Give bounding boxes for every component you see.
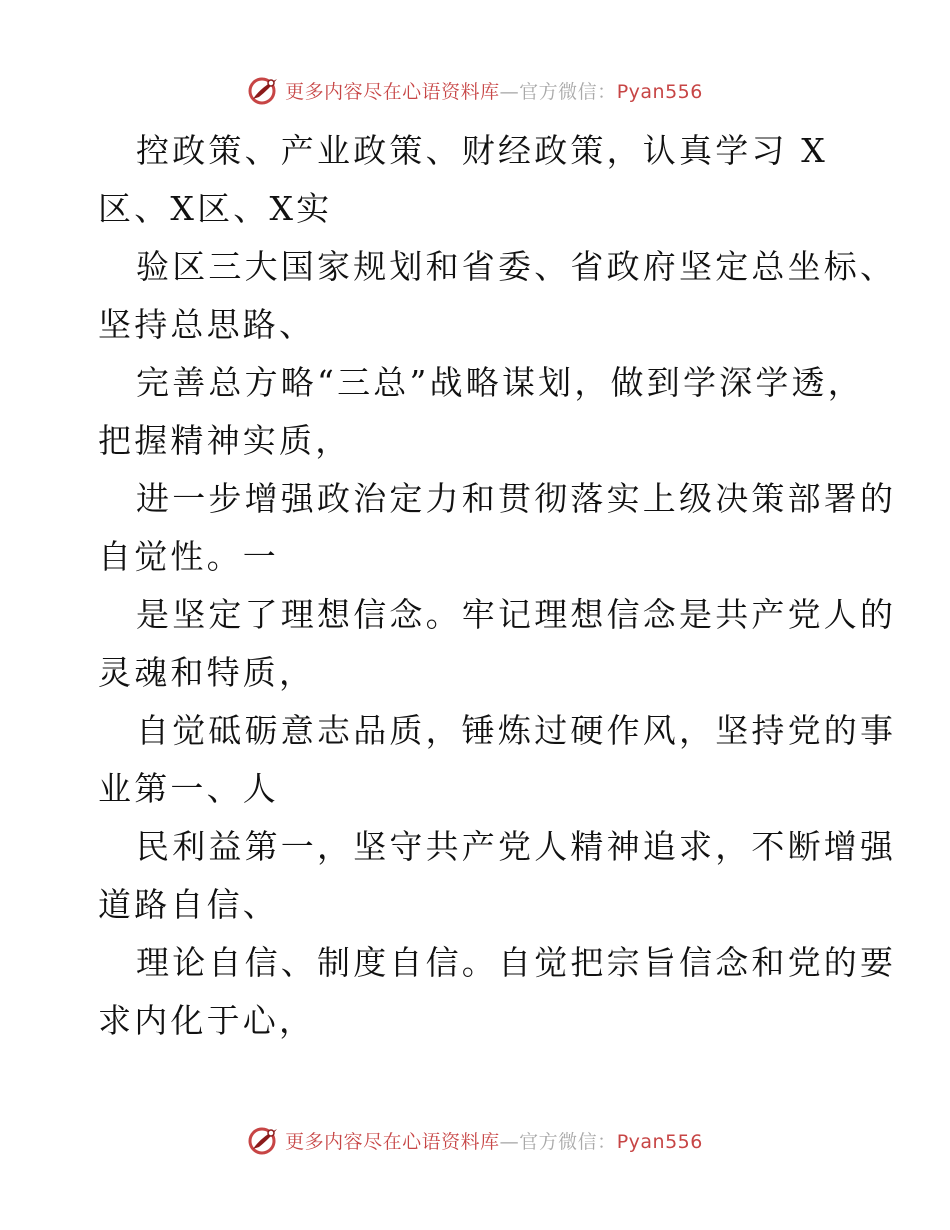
text-line: 求内化于心， — [98, 1001, 316, 1040]
text-line: 道路自信、 — [98, 885, 279, 924]
document-body — [98, 122, 897, 1050]
header-banner-sep: — — [499, 80, 520, 103]
text-line: 是坚定了理想信念。牢记理想信念是共产党人的 — [136, 595, 897, 634]
text-line: 坚持总思路、 — [98, 305, 316, 344]
text-line: 灵魂和特质， — [98, 653, 316, 692]
text-line: 区、X区、X实 — [98, 189, 333, 228]
text-line: 完善总方略“三总”战略谋划，做到学深学透， — [136, 363, 864, 402]
footer-banner — [0, 1120, 950, 1160]
text-line: 把握精神实质， — [98, 421, 352, 460]
header-banner-wechat: 官方微信： — [519, 80, 617, 103]
header-banner — [0, 70, 950, 110]
header-banner-main: 更多内容尽在心语资料库 — [285, 80, 500, 103]
footer-banner-id: Pyan556 — [616, 1130, 703, 1153]
footer-banner-main: 更多内容尽在心语资料库 — [285, 1130, 500, 1153]
footer-banner-wechat: 官方微信： — [519, 1130, 617, 1153]
header-banner-text — [285, 77, 703, 104]
text-line: 进一步增强政治定力和贯彻落实上级决策部署的 — [136, 479, 897, 518]
text-line: 理论自信、制度自信。自觉把宗旨信念和党的要 — [136, 943, 897, 982]
text-line: 自觉性。一 — [98, 537, 279, 576]
text-line: 控政策、产业政策、财经政策，认真学习 X — [136, 131, 828, 170]
text-line: 自觉砥砺意志品质，锤炼过硬作风，坚持党的事 — [136, 711, 897, 750]
footer-banner-sep: — — [499, 1130, 520, 1153]
footer-banner-text — [285, 1127, 703, 1154]
text-line: 民利益第一，坚守共产党人精神追求，不断增强 — [136, 827, 897, 866]
text-line: 验区三大国家规划和省委、省政府坚定总坐标、 — [136, 247, 897, 286]
header-banner-id: Pyan556 — [616, 80, 703, 103]
pen-nib-logo-icon — [247, 1123, 281, 1157]
text-line: 业第一、人 — [98, 769, 279, 808]
pen-nib-logo-icon — [247, 73, 281, 107]
